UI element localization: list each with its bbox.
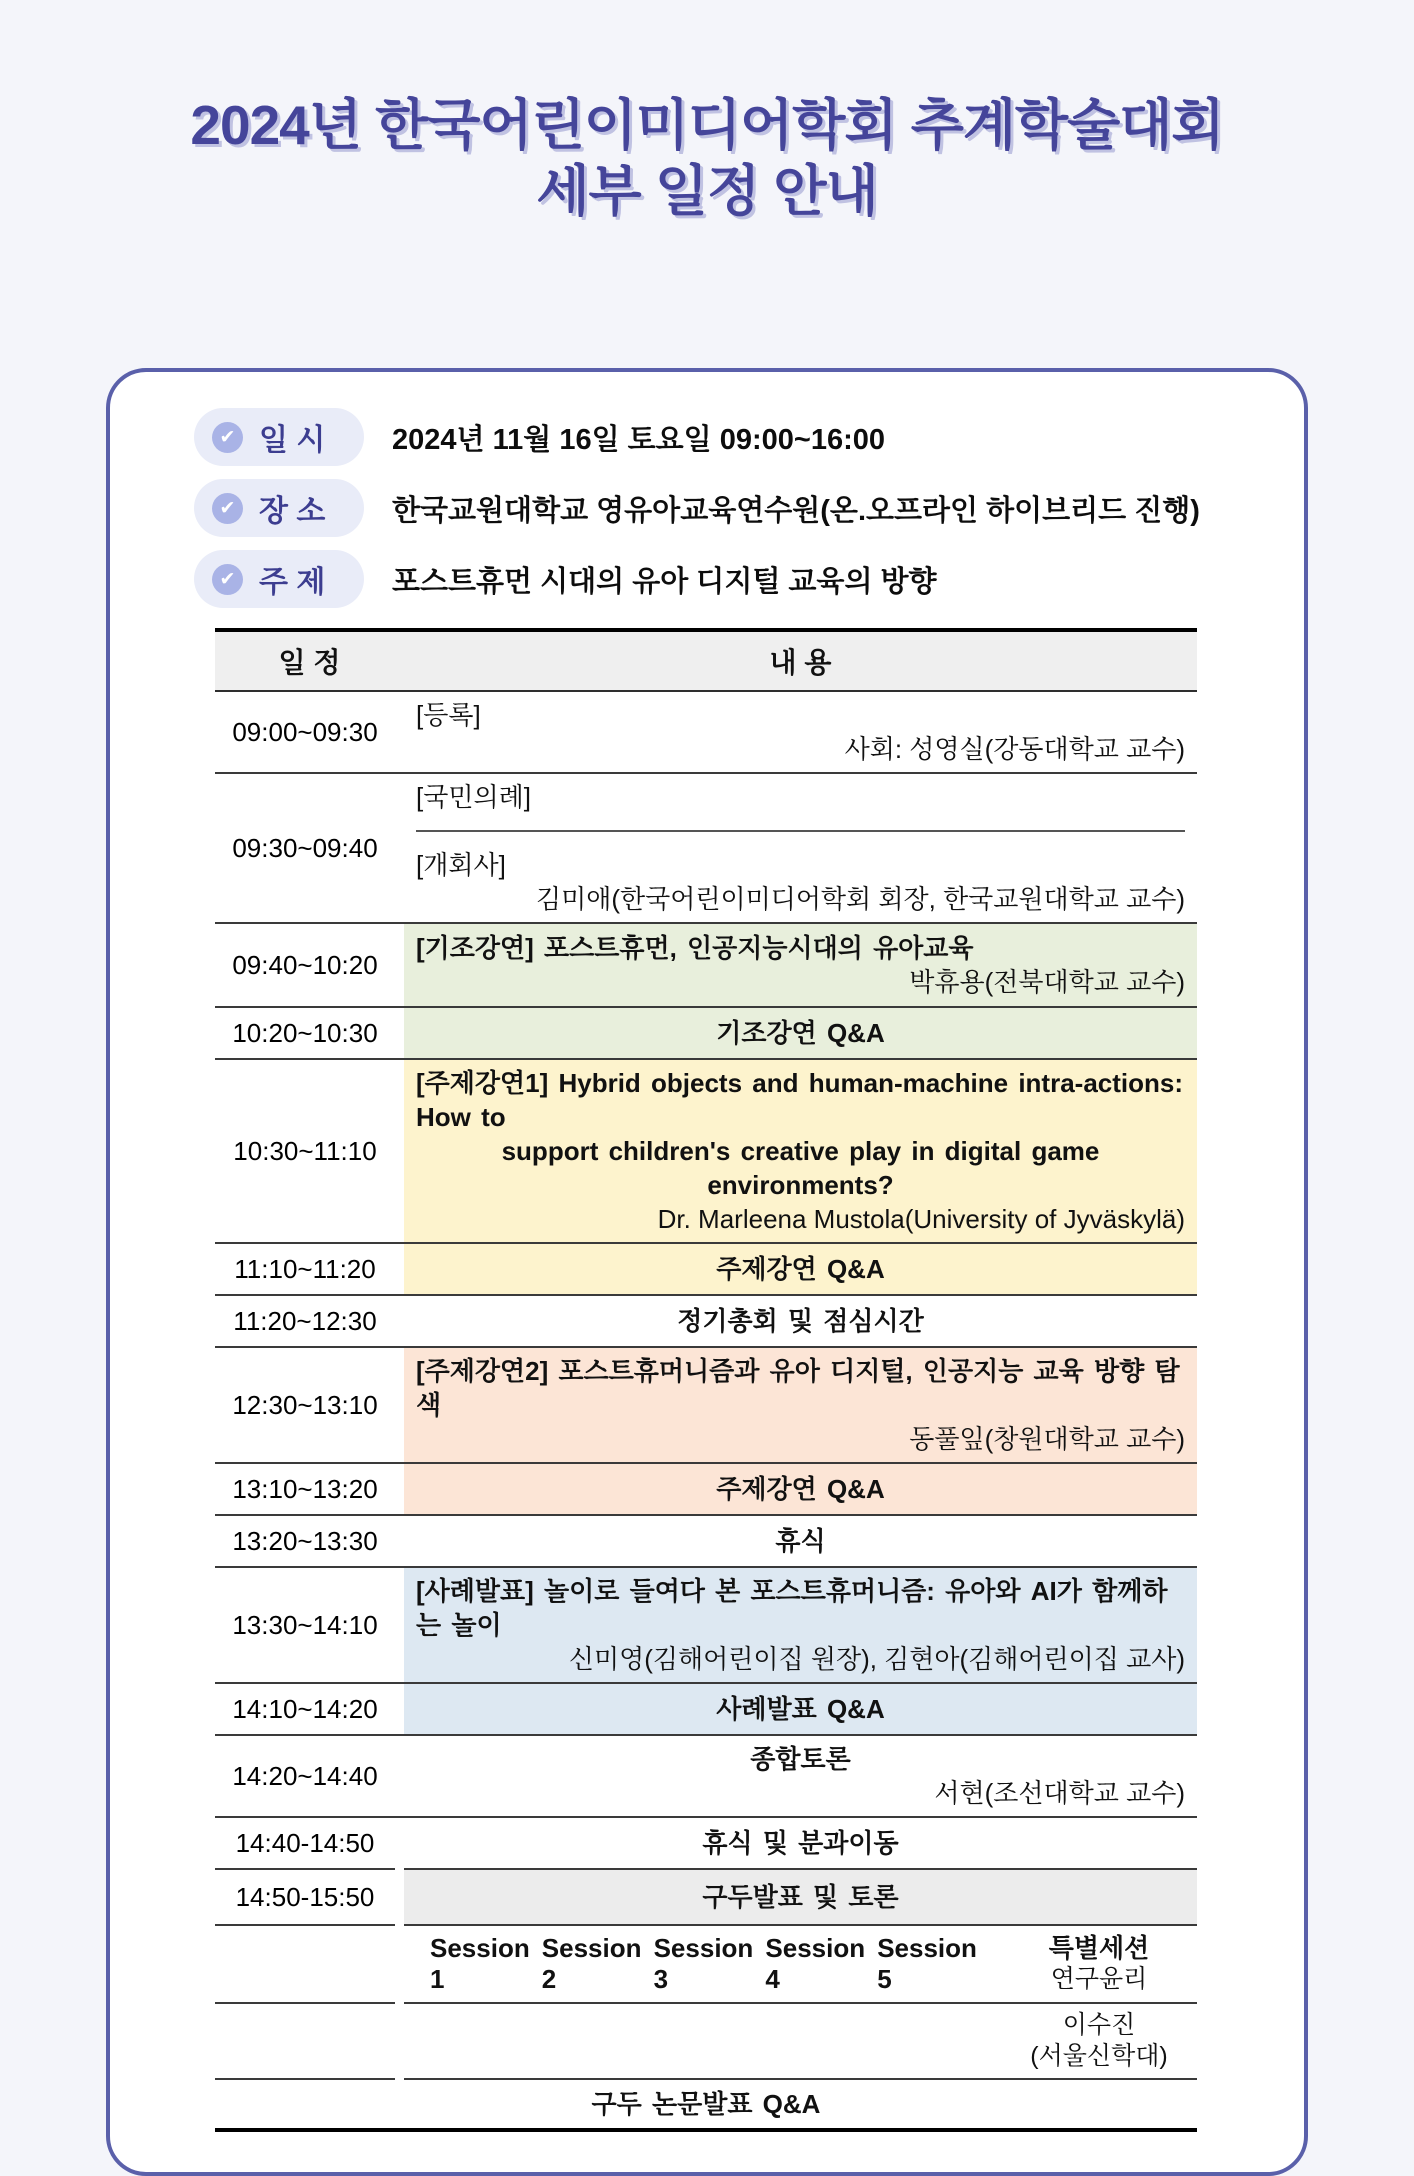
table-row	[215, 2004, 1197, 2080]
time-cell: 11:10~11:20	[234, 1253, 376, 1284]
info-row-datetime	[194, 408, 1304, 466]
time-cell: 14:50-15:50	[215, 1870, 395, 1926]
row-inner-divider	[416, 830, 1185, 832]
topic-badge	[194, 550, 364, 608]
column-gap	[395, 2004, 404, 2080]
content-cell	[404, 1060, 1197, 1242]
datetime-value: 2024년 11월 16일 토요일 09:00~16:00	[392, 423, 886, 456]
column-gap	[395, 1870, 404, 1926]
special-session-column	[1013, 1933, 1185, 1995]
table-row	[215, 1060, 1197, 1244]
content-cell	[404, 1008, 1197, 1058]
session-label: Session 1	[430, 1933, 530, 1994]
content-line: [주제강연1] Hybrid objects and human-machine intra-actions: How to	[416, 1068, 1184, 1132]
content-line: 김미애(한국어린이미디어학회 회장, 한국교원대학교 교수)	[536, 884, 1185, 914]
table-row	[215, 1296, 1197, 1348]
content-cell	[404, 1516, 1197, 1566]
table-row	[215, 1464, 1197, 1516]
content-cell	[404, 2004, 1197, 2080]
table-row	[215, 2080, 1197, 2128]
special-session-line: 연구윤리	[1050, 1965, 1148, 1993]
content-cell	[404, 1926, 1197, 2004]
time-cell: 09:30~09:40	[232, 832, 378, 863]
time-cell: 10:30~11:10	[233, 1135, 377, 1166]
content-line: 구두발표 및 토론	[702, 1882, 899, 1912]
time-cell: 13:20~13:30	[232, 1525, 378, 1556]
content-cell	[404, 1684, 1197, 1734]
content-line: 구두 논문발표 Q&A	[591, 2089, 821, 2119]
content-line: 사례발표 Q&A	[716, 1694, 885, 1724]
table-row	[215, 1684, 1197, 1736]
content-line: [등록]	[416, 700, 481, 730]
content-line: 주제강연 Q&A	[716, 1254, 885, 1284]
content-line: [개회사]	[416, 850, 506, 880]
column-gap	[395, 1736, 404, 1816]
content-line: 사회: 성영실(강동대학교 교수)	[844, 734, 1185, 764]
table-row	[215, 1870, 1197, 1926]
column-gap	[395, 774, 404, 922]
content-line: 휴식	[775, 1526, 826, 1556]
table-row	[215, 1568, 1197, 1684]
content-cell	[404, 1296, 1197, 1346]
badge-label: 장 소	[259, 495, 326, 528]
column-header-time: 일 정	[278, 647, 341, 678]
special-session-column	[1013, 2010, 1185, 2072]
check-icon: ✔	[212, 564, 243, 595]
column-header-content: 내 용	[769, 647, 832, 678]
content-cell	[404, 924, 1197, 1006]
content-cell	[404, 1870, 1197, 1926]
column-gap	[395, 1008, 404, 1058]
table-row	[215, 1244, 1197, 1296]
content-cell	[404, 1818, 1197, 1870]
session-label: Session 4	[765, 1933, 866, 1994]
column-gap	[395, 1568, 404, 1682]
table-header-row	[215, 632, 1197, 692]
column-gap	[395, 692, 404, 772]
content-line: [사례발표] 놀이로 들여다 본 포스트휴머니즘: 유아와 AI가 함께하는 놀이	[416, 1576, 1168, 1640]
table-row	[215, 1736, 1197, 1818]
content-line: [기조강연] 포스트휴먼, 인공지능시대의 유아교육	[416, 933, 974, 963]
special-session-line: (서울신학대)	[1030, 2042, 1168, 2070]
session-label: Session 3	[653, 1933, 754, 1994]
content-cell	[404, 774, 1197, 922]
badge-label: 주 제	[259, 566, 326, 599]
content-line: 신미영(김해어린이집 원장), 김현아(김해어린이집 교사)	[568, 1644, 1185, 1674]
content-line: 서현(조선대학교 교수)	[934, 1778, 1185, 1808]
check-icon: ✔	[212, 422, 243, 453]
content-line: 기조강연 Q&A	[716, 1018, 885, 1048]
location-value: 한국교원대학교 영유아교육연수원(온.오프라인 하이브리드 진행)	[392, 494, 1200, 527]
content-line: 박휴용(전북대학교 교수)	[909, 967, 1185, 997]
content-cell	[404, 1244, 1197, 1294]
table-body	[215, 692, 1197, 2128]
content-cell	[404, 1736, 1197, 1816]
session-label: Session 2	[541, 1933, 642, 1994]
content-line: [국민의례]	[416, 782, 531, 812]
content-line: 종합토론	[750, 1744, 851, 1774]
schedule-panel	[106, 368, 1308, 2176]
time-cell: 11:20~12:30	[233, 1305, 377, 1336]
column-gap	[395, 1684, 404, 1734]
location-badge	[194, 479, 364, 537]
page-title	[0, 0, 1414, 224]
table-row	[215, 1926, 1197, 2004]
column-gap	[395, 1516, 404, 1566]
page-title-line2: 세부 일정 안내	[536, 160, 878, 222]
time-cell: 13:10~13:20	[232, 1473, 378, 1504]
info-row-location	[194, 479, 1304, 537]
content-line: 휴식 및 분과이동	[702, 1828, 899, 1858]
content-line: 동풀잎(창원대학교 교수)	[909, 1424, 1185, 1454]
content-cell	[404, 1348, 1197, 1462]
content-line: Dr. Marleena Mustola(University of Jyväskylä)	[657, 1204, 1185, 1234]
sessions-group	[416, 1933, 1013, 1995]
session-label: Session 5	[877, 1933, 977, 1994]
time-cell: 14:40-14:50	[215, 1818, 395, 1870]
content-line: [주제강연2] 포스트휴머니즘과 유아 디지털, 인공지능 교육 방향 탐색	[416, 1356, 1180, 1420]
time-cell	[215, 2004, 395, 2080]
table-row	[215, 1008, 1197, 1060]
special-session-line: 이수진	[1062, 2011, 1136, 2039]
info-row-topic	[194, 550, 1304, 608]
table-row	[215, 692, 1197, 774]
table-row	[215, 774, 1197, 924]
column-gap	[395, 1060, 404, 1242]
content-line: 주제강연 Q&A	[716, 1474, 885, 1504]
info-list	[194, 408, 1304, 608]
content-cell	[404, 1568, 1197, 1682]
time-cell: 13:30~14:10	[232, 1609, 378, 1640]
column-gap	[395, 1296, 404, 1346]
table-row	[215, 1348, 1197, 1464]
column-gap	[395, 1348, 404, 1462]
schedule-table	[215, 628, 1197, 2132]
topic-value: 포스트휴먼 시대의 유아 디지털 교육의 방향	[392, 565, 937, 598]
special-session-line: 특별세션	[1048, 1933, 1150, 1963]
time-cell: 14:20~14:40	[232, 1760, 378, 1791]
column-gap	[395, 1926, 404, 2004]
table-row	[215, 1516, 1197, 1568]
content-line: 정기총회 및 점심시간	[677, 1306, 924, 1336]
column-gap	[395, 1244, 404, 1294]
content-cell	[404, 692, 1197, 772]
time-cell: 10:20~10:30	[232, 1017, 378, 1048]
time-cell: 14:10~14:20	[232, 1693, 378, 1724]
time-cell	[215, 1926, 395, 2004]
content-cell	[404, 1464, 1197, 1514]
time-cell: 09:40~10:20	[232, 949, 378, 980]
page-title-line1: 2024년 한국어린이미디어학회 추계학술대회	[190, 94, 1224, 156]
column-gap	[395, 1818, 404, 1870]
column-gap	[395, 1464, 404, 1514]
content-cell	[215, 2080, 1197, 2128]
check-icon: ✔	[212, 493, 243, 524]
badge-label: 일 시	[259, 424, 326, 457]
time-cell: 09:00~09:30	[232, 716, 378, 747]
time-cell: 12:30~13:10	[232, 1389, 378, 1420]
column-gap	[395, 924, 404, 1006]
table-row	[215, 924, 1197, 1008]
table-row	[215, 1818, 1197, 1870]
datetime-badge	[194, 408, 364, 466]
content-line: support children's creative play in digital game environments?	[501, 1136, 1100, 1200]
